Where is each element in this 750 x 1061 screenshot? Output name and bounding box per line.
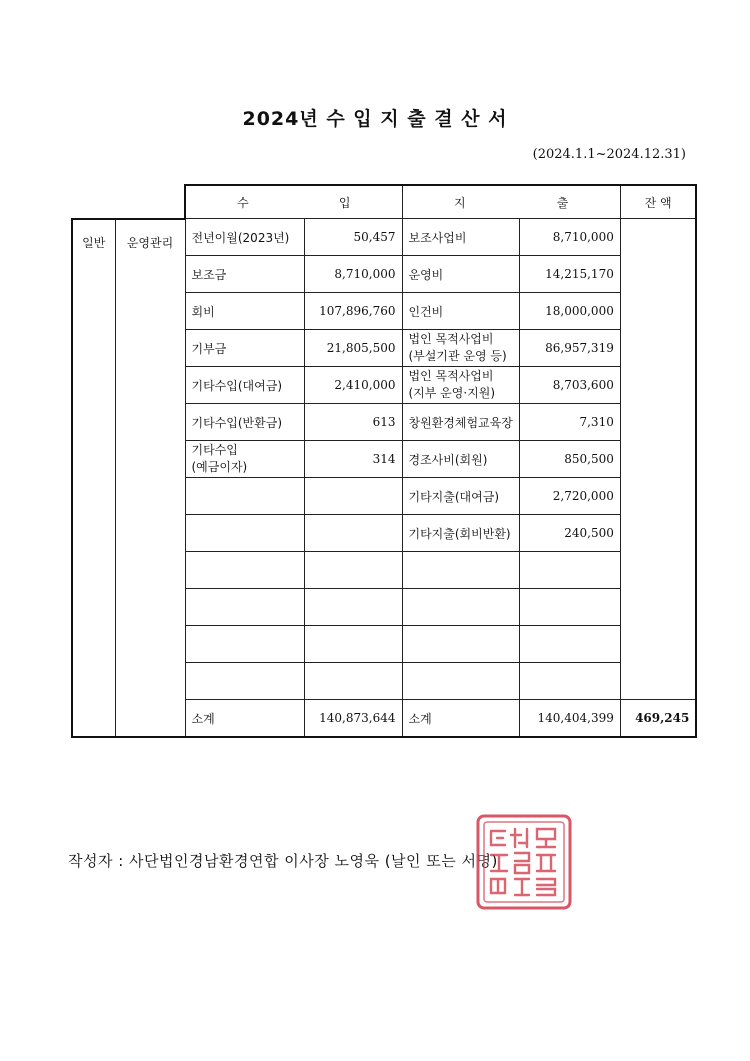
subtotal-income-label: 소계 xyxy=(185,700,304,738)
income-item: 보조금 xyxy=(185,256,304,293)
expense-item: 창원환경체험교육장 xyxy=(402,404,519,441)
header-expense: 지 출 xyxy=(402,185,620,219)
income-amount: 21,805,500 xyxy=(304,330,402,367)
expense-amount: 8,710,000 xyxy=(519,219,620,256)
category-cell: 일반 xyxy=(72,219,115,738)
expense-item: 기타지출(회비반환) xyxy=(402,515,519,552)
header-income: 수 입 xyxy=(185,185,402,219)
expense-item: 보조사업비 xyxy=(402,219,519,256)
expense-item: 운영비 xyxy=(402,256,519,293)
expense-item: 경조사비(회원) xyxy=(402,441,519,478)
expense-item: 기타지출(대여금) xyxy=(402,478,519,515)
income-item xyxy=(185,515,304,552)
income-amount: 314 xyxy=(304,441,402,478)
expense-amount: 8,703,600 xyxy=(519,367,620,404)
subtotal-expense-amount: 140,404,399 xyxy=(519,700,620,738)
document-title: 2024년 수 입 지 출 결 산 서 xyxy=(242,108,508,130)
expense-amount: 86,957,319 xyxy=(519,330,620,367)
expense-amount: 18,000,000 xyxy=(519,293,620,330)
expense-amount: 850,500 xyxy=(519,441,620,478)
official-seal-stamp xyxy=(475,813,573,911)
income-item: 전년이월(2023년) xyxy=(185,219,304,256)
header-balance: 잔 액 xyxy=(620,185,696,219)
expense-amount: 7,310 xyxy=(519,404,620,441)
income-amount: 8,710,000 xyxy=(304,256,402,293)
income-item: 기타수입(대여금) xyxy=(185,367,304,404)
header-blank xyxy=(72,185,185,219)
subcategory-cell: 운영관리 xyxy=(115,219,185,738)
settlement-table xyxy=(71,184,697,738)
income-amount: 50,457 xyxy=(304,219,402,256)
income-item: 기부금 xyxy=(185,330,304,367)
subtotal-expense-label: 소계 xyxy=(402,700,519,738)
subtotal-balance: 469,245 xyxy=(620,700,696,738)
income-amount xyxy=(304,478,402,515)
income-item: 기타수입(반환금) xyxy=(185,404,304,441)
expense-amount: 14,215,170 xyxy=(519,256,620,293)
income-amount: 613 xyxy=(304,404,402,441)
income-item: 기타수입 (예금이자) xyxy=(185,441,304,478)
fiscal-period: (2024.1.1~2024.12.31) xyxy=(532,147,686,162)
expense-amount: 2,720,000 xyxy=(519,478,620,515)
expense-amount: 240,500 xyxy=(519,515,620,552)
expense-item: 인건비 xyxy=(402,293,519,330)
table-row xyxy=(72,219,696,256)
expense-item: 법인 목적사업비 (지부 운영·지원) xyxy=(402,367,519,404)
balance-blank xyxy=(620,219,696,700)
income-item: 회비 xyxy=(185,293,304,330)
income-amount: 2,410,000 xyxy=(304,367,402,404)
subtotal-income-amount: 140,873,644 xyxy=(304,700,402,738)
expense-item: 법인 목적사업비 (부설기관 운영 등) xyxy=(402,330,519,367)
author-signature-line: 작성자 : 사단법인경남환경연합 이사장 노영욱 (날인 또는 서명) xyxy=(68,852,498,870)
income-item xyxy=(185,478,304,515)
income-amount xyxy=(304,515,402,552)
income-amount: 107,896,760 xyxy=(304,293,402,330)
